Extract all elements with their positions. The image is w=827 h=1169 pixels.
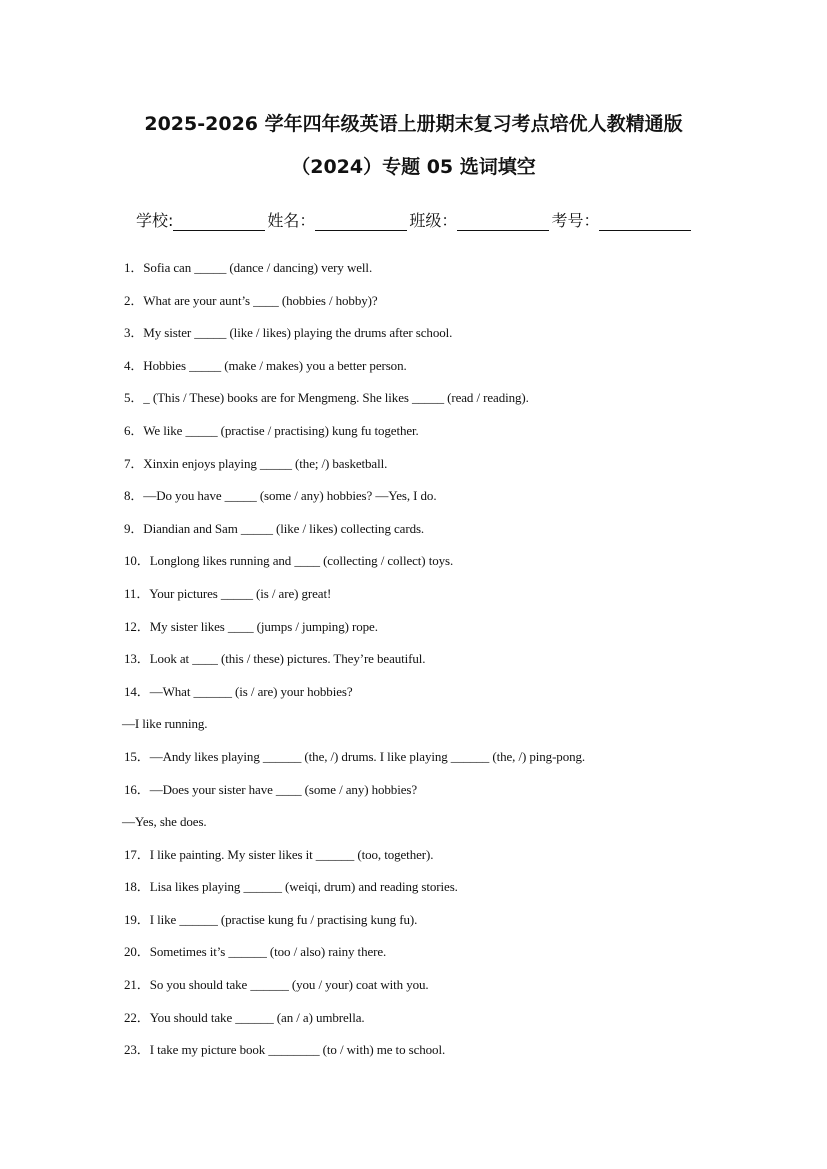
name-blank[interactable] <box>315 214 407 231</box>
exam-number-blank[interactable] <box>599 214 691 231</box>
question-line: 12．My sister likes ____ (jumps / jumping) rope. <box>124 618 378 634</box>
school-label: 学校: <box>136 211 174 230</box>
question-line: 6．We like _____ (practise / practising) kung fu together. <box>124 422 419 438</box>
question-line: 4．Hobbies _____ (make / makes) you a better person. <box>124 357 407 373</box>
question-line: 8．—Do you have _____ (some / any) hobbies? —Yes, I do. <box>124 488 437 504</box>
answer-line: —Yes, she does. <box>122 814 207 830</box>
class-blank[interactable] <box>457 214 549 231</box>
page-title: 2025-2026 学年四年级英语上册期末复习考点培优人教精通版 <box>144 113 683 135</box>
answer-line: —I like running. <box>122 716 208 732</box>
question-line: 15．—Andy likes playing ______ (the, /) drums. I like playing ______ (the, /) ping-pong. <box>124 748 586 764</box>
question-line: 11．Your pictures _____ (is / are) great! <box>124 585 332 601</box>
exam-number-label: 考号： <box>551 211 600 230</box>
question-line: 1．Sofia can _____ (dance / dancing) very well. <box>124 260 373 275</box>
question-line: 7．Xinxin enjoys playing _____ (the; /) basketball. <box>124 455 388 471</box>
question-line: 19．I like ______ (practise kung fu / practising kung fu). <box>124 911 418 927</box>
question-line: 21．So you should take ______ (you / your) coat with you. <box>124 977 429 993</box>
question-line: 14．—What ______ (is / are) your hobbies? <box>124 683 353 699</box>
class-label: 班级： <box>409 211 458 230</box>
question-line: 22．You should take ______ (an / a) umbrella. <box>124 1009 365 1025</box>
question-line: 10．Longlong likes running and ____ (collecting / collect) toys. <box>124 553 454 569</box>
question-line: 9．Diandian and Sam _____ (like / likes) collecting cards. <box>124 520 425 536</box>
question-line: 17．I like painting. My sister likes it ______ (too, together). <box>124 846 434 862</box>
question-line: 16．—Does your sister have ____ (some / any) hobbies? <box>124 781 418 797</box>
question-line: 23．I take my picture book ________ (to / with) me to school. <box>124 1042 446 1058</box>
question-list <box>124 258 764 1073</box>
student-info-row <box>136 208 696 231</box>
question-line: 18．Lisa likes playing ______ (weiqi, drum) and reading stories. <box>124 879 458 895</box>
question-line: 3．My sister _____ (like / likes) playing the drums after school. <box>124 325 453 341</box>
page-subtitle: （2024）专题 05 选词填空 <box>291 156 536 178</box>
question-line: 20．Sometimes it’s ______ (too / also) rainy there. <box>124 944 387 960</box>
question-line: 13．Look at ____ (this / these) pictures. They’re beautiful. <box>124 651 426 667</box>
question-line: 2．What are your aunt’s ____ (hobbies / hobby)? <box>124 292 378 308</box>
name-label: 姓名： <box>267 211 316 230</box>
question-line: 5．_ (This / These) books are for Mengmeng. She likes _____ (read / reading). <box>124 390 529 406</box>
school-blank[interactable] <box>173 214 265 231</box>
